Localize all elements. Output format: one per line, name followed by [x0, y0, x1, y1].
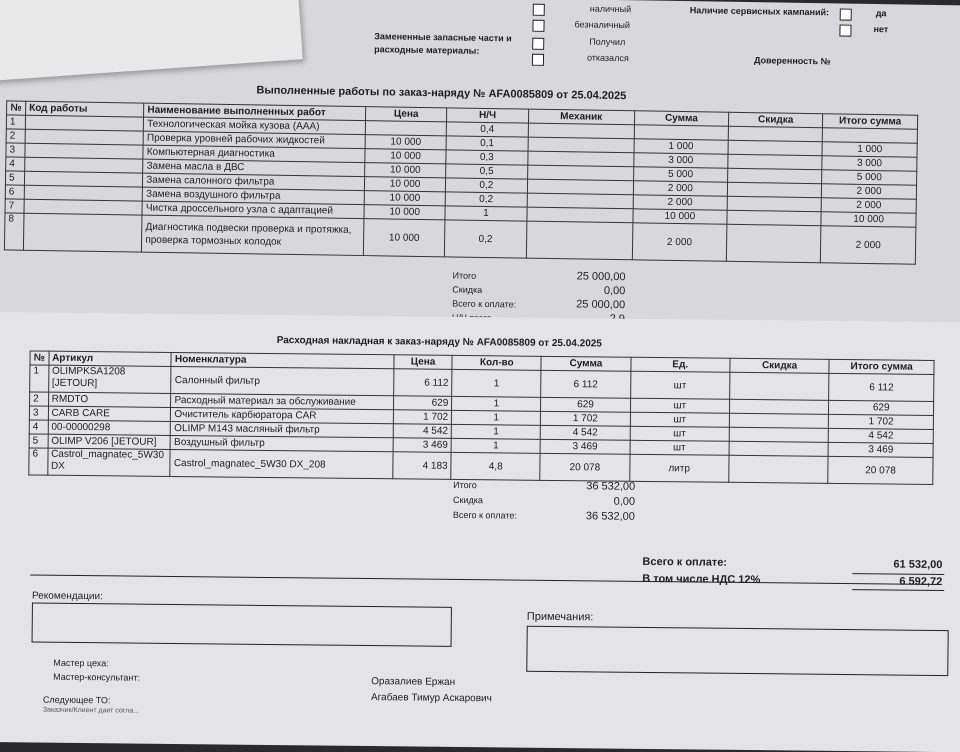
vat-value: 6 592,72 [899, 575, 943, 589]
refused-label: отказался [586, 52, 629, 64]
cell-qty: 1 [451, 424, 540, 439]
col-sum: Сумма [634, 111, 728, 126]
cell-nomenclature: Расходный материал за обслуживание [171, 393, 394, 409]
cell-discount [727, 182, 822, 197]
col-n: № [30, 351, 49, 365]
cell-total: 2 000 [822, 184, 917, 199]
cell-nomenclature: Воздушный фильтр [170, 435, 393, 451]
parts-itogo-value: 36 532,00 [586, 480, 636, 493]
cell-total: 3 469 [828, 442, 933, 457]
cell-unit: шт [630, 398, 730, 413]
cell-discount [728, 140, 823, 155]
cell-n: 8 [4, 213, 24, 250]
cell-unit: литр [629, 454, 729, 482]
cell-sum: 4 542 [541, 425, 630, 440]
cell-qty: 1 [452, 369, 541, 397]
col-discount: Скидка [730, 358, 830, 373]
cell-article: OLIMPKSA1208 [JETOUR] [48, 365, 171, 393]
cell-sum: 10 000 [633, 209, 727, 224]
noncash-checkbox [532, 20, 544, 32]
cell-article: 00-00000298 [48, 420, 171, 435]
service-campaigns-label: Наличие сервисных кампаний: [689, 5, 830, 18]
cell-price: 10 000 [364, 177, 446, 192]
works-itogo-value: 25 000,00 [576, 270, 626, 284]
works-discount-label: Скидка [452, 284, 483, 295]
cell-price: 10 000 [365, 149, 447, 164]
cell-name: Компьютерная диагностика [143, 145, 365, 162]
cell-n: 1 [30, 365, 49, 392]
received-checkbox [532, 38, 544, 50]
cell-article: CARB CARE [48, 406, 171, 421]
next-to-label: Следующее ТО: [42, 694, 111, 706]
master-shop-name: Оразалиев Ержан [371, 676, 456, 688]
cell-sum: 3 000 [634, 153, 728, 168]
recommendations-label: Рекомендации: [31, 590, 103, 603]
notes-box [526, 626, 948, 676]
grand-total-label: Всего к оплате: [642, 555, 728, 569]
cell-total: 20 078 [828, 456, 933, 484]
col-n: № [7, 101, 26, 115]
col-mechanic: Механик [528, 109, 634, 125]
col-price: Цена [394, 355, 453, 370]
cell-nh: 0,3 [446, 150, 527, 165]
cell-n: 4 [29, 420, 48, 434]
works-table [4, 100, 918, 264]
cell-total: 4 542 [829, 428, 934, 443]
cell-price: 10 000 [364, 205, 446, 220]
cell-n: 3 [29, 406, 48, 420]
cell-price: 4 183 [393, 452, 452, 480]
col-total: Итого сумма [829, 359, 934, 374]
cell-total: 3 000 [822, 156, 917, 171]
col-article: Артикул [49, 351, 172, 366]
cell-nomenclature: Салонный фильтр [171, 366, 394, 395]
cell-nomenclature: Castrol_magnatec_5W30 DX_208 [170, 449, 393, 478]
cell-name: Технологическая мойка кузова (ААА) [144, 117, 366, 134]
cell-total: 629 [829, 400, 934, 415]
vat-underline [852, 589, 944, 591]
cell-sum: 2 000 [633, 195, 727, 210]
cell-unit: шт [630, 412, 730, 427]
parts-total-label: Всего к оплате: [452, 509, 517, 521]
works-total-value: 25 000,00 [576, 298, 626, 312]
cell-total: 6 112 [829, 373, 934, 401]
parts-page [0, 312, 960, 752]
cell-unit: шт [630, 440, 730, 455]
cell-qty: 1 [452, 410, 541, 425]
cell-sum: 5 000 [633, 167, 727, 182]
power-of-attorney-label: Доверенность № [753, 55, 831, 67]
cell-nh: 0,5 [446, 164, 527, 179]
cell-nomenclature: OLIMP M143 масляный фильтр [171, 421, 394, 437]
cell-nh: 0,2 [445, 192, 526, 207]
col-discount: Скидка [728, 112, 823, 127]
cell-nh: 0,2 [446, 178, 527, 193]
cell-discount [729, 455, 829, 483]
cell-sum: 1 702 [541, 411, 630, 426]
cell-discount [727, 196, 822, 211]
col-total: Итого сумма [823, 114, 918, 129]
yes-checkbox [840, 9, 852, 21]
cell-discount [728, 154, 823, 169]
works-itogo-label: Итого [452, 270, 477, 281]
works-total-label: Всего к оплате: [452, 298, 517, 310]
cell-article: Castrol_magnatec_5W30 DX [47, 448, 170, 476]
recommendations-box [32, 603, 452, 647]
vat-label: В том числе НДС 12% [642, 572, 761, 587]
cell-name: Замена воздушного фильтра [142, 187, 364, 204]
grand-total-value: 61 532,00 [893, 558, 943, 572]
cell-total: 1 000 [822, 142, 917, 157]
cell-sum [634, 125, 728, 140]
cell-name: Чистка дроссельного узла с адаптацией [142, 201, 364, 218]
cell-price: 6 112 [393, 369, 452, 397]
cell-name: Диагностика подвески проверка и протяжка, проверка тормозных колодок [142, 215, 364, 255]
cell-price: 1 702 [393, 410, 452, 425]
cell-sum: 629 [541, 397, 630, 412]
client-consent-text: Заказчик/Клиент дает согла... [42, 706, 140, 715]
cash-label: наличный [589, 3, 632, 15]
received-label: Получил [589, 36, 626, 48]
parts-table [28, 350, 934, 484]
cell-sum: 1 000 [634, 139, 728, 154]
cell-qty: 4,8 [451, 452, 540, 480]
cell-price: 4 542 [393, 424, 452, 439]
cell-discount [730, 372, 830, 400]
cell-n: 6 [29, 448, 48, 475]
cell-price: 10 000 [365, 163, 447, 178]
no-checkbox [839, 25, 851, 37]
refused-checkbox [532, 54, 544, 66]
divider-line [30, 574, 940, 585]
master-consultant-name: Агабаев Тимур Аскарович [370, 692, 492, 705]
cell-price: 10 000 [365, 135, 447, 150]
cell-article: RMDTO [48, 392, 171, 407]
cell-n: 5 [5, 171, 24, 185]
cell-price [365, 121, 447, 136]
works-title: Выполненные работы по заказ-наряду № AFA0085809 от 25.04.2025 [256, 84, 627, 103]
cell-qty: 1 [451, 438, 540, 453]
col-price: Цена [365, 107, 447, 122]
cell-price: 10 000 [363, 219, 445, 257]
cell-n: 7 [5, 199, 24, 213]
parts-total-value: 36 532,00 [585, 510, 635, 523]
cell-price: 629 [393, 396, 452, 411]
cell-n: 2 [6, 129, 25, 143]
cell-qty: 1 [452, 396, 541, 411]
master-consultant-label: Мастер-консультант: [53, 671, 141, 683]
parts-discount-label: Скидка [453, 494, 483, 506]
cell-total: 2 000 [821, 198, 916, 213]
col-sum: Сумма [541, 356, 630, 371]
cell-n: 3 [6, 143, 25, 157]
cell-n: 5 [29, 434, 48, 448]
cell-n: 4 [6, 157, 25, 171]
cell-name: Проверка уровней рабочих жидкостей [143, 131, 365, 148]
cell-discount [729, 441, 829, 456]
yes-label: да [875, 8, 887, 19]
cash-checkbox [533, 4, 545, 16]
cell-n: 2 [30, 392, 49, 406]
cell-price: 3 469 [393, 438, 452, 453]
noncash-label: безналичный [574, 19, 631, 31]
parts-title: Расходная накладная к заказ-наряду № AFA0085809 от 25.04.2025 [276, 335, 602, 350]
col-code: Код работы [26, 101, 144, 117]
cell-name: Замена масла в ДВС [143, 159, 365, 176]
cell-discount [729, 399, 829, 414]
cell-code [23, 213, 142, 252]
col-name: Наименование выполненных работ [144, 103, 366, 120]
works-discount-value: 0,00 [603, 284, 626, 298]
cell-sum: 2 000 [633, 181, 727, 196]
cell-discount [728, 168, 823, 183]
cell-price: 10 000 [364, 191, 446, 206]
cell-article: OLIMP V206 [JETOUR] [48, 434, 171, 449]
cell-discount [729, 413, 829, 428]
cell-total: 2 000 [821, 226, 916, 264]
cell-nh: 1 [445, 206, 526, 221]
parts-discount-value: 0,00 [613, 495, 636, 508]
parts-itogo-label: Итого [453, 479, 477, 491]
no-label: нет [873, 24, 889, 35]
master-shop-label: Мастер цеха: [53, 657, 109, 669]
cell-unit: шт [630, 371, 730, 399]
col-unit: Ед. [630, 357, 730, 372]
cell-total: 1 702 [829, 414, 934, 429]
col-qty: Кол-во [452, 355, 541, 370]
cell-nomenclature: Очиститель карбюратора CAR [171, 407, 394, 423]
replaced-parts-label: Замененные запасные части и расходные материалы: [374, 31, 512, 56]
cell-mechanic [526, 221, 633, 260]
cell-total: 10 000 [821, 212, 916, 227]
notes-label: Примечания: [526, 610, 594, 624]
cell-discount [729, 427, 829, 442]
cell-name: Замена салонного фильтра [143, 173, 365, 190]
cell-sum: 2 000 [632, 223, 727, 261]
cell-nh: 0,4 [447, 122, 528, 137]
col-nomenclature: Номенклатура [171, 352, 394, 368]
cell-n: 1 [6, 115, 25, 129]
cell-unit: шт [630, 426, 730, 441]
cell-total [823, 128, 918, 143]
cell-discount [727, 210, 822, 225]
cell-discount [728, 126, 823, 141]
cell-nh: 0,1 [446, 136, 527, 151]
cell-sum: 6 112 [541, 370, 630, 398]
cell-sum: 20 078 [540, 453, 629, 481]
cell-sum: 3 469 [540, 439, 629, 454]
col-nh: Н/Ч [447, 108, 528, 123]
cell-n: 6 [5, 185, 24, 199]
cell-total: 5 000 [822, 170, 917, 185]
cell-nh: 0,2 [445, 220, 527, 258]
cell-discount [726, 224, 821, 262]
